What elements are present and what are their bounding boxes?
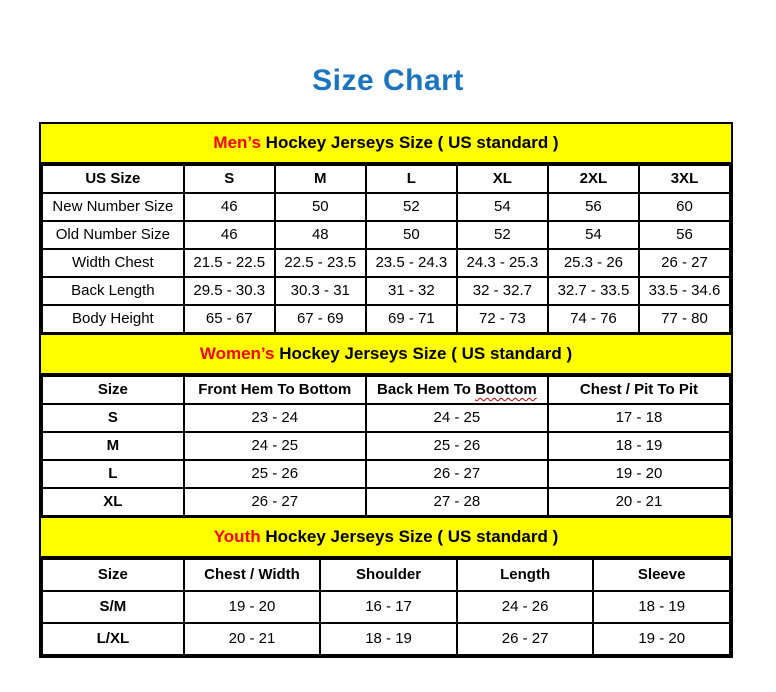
header-row <box>42 559 730 591</box>
table-row <box>42 460 730 488</box>
size-value-cell: 23.5 - 24.3 <box>366 249 457 277</box>
size-value-cell: 54 <box>548 221 639 249</box>
size-value-cell: 20 - 21 <box>184 623 321 655</box>
column-header: Back Hem To Boottom <box>366 376 548 404</box>
table-row <box>42 591 730 623</box>
womens-section-banner <box>41 334 731 375</box>
mens-section-banner <box>41 124 731 164</box>
size-value-cell: 32 - 32.7 <box>457 277 548 305</box>
misspelled-word: Boottom <box>475 381 537 398</box>
table-row <box>42 221 730 249</box>
womens-size-table <box>41 375 731 517</box>
column-header: Size <box>42 559 184 591</box>
size-value-cell: 24 - 25 <box>366 404 548 432</box>
size-value-cell: 21.5 - 22.5 <box>184 249 275 277</box>
header-row <box>42 376 730 404</box>
column-header: Sleeve <box>593 559 730 591</box>
youth-banner-text: Hockey Jerseys Size ( US standard ) <box>260 527 559 546</box>
column-header: XL <box>457 165 548 193</box>
size-value-cell: 52 <box>457 221 548 249</box>
size-value-cell: 31 - 32 <box>366 277 457 305</box>
column-header: 2XL <box>548 165 639 193</box>
size-value-cell: 20 - 21 <box>548 488 730 516</box>
table-row <box>42 623 730 655</box>
size-value-cell: 72 - 73 <box>457 305 548 333</box>
size-value-cell: 67 - 69 <box>275 305 366 333</box>
size-value-cell: 32.7 - 33.5 <box>548 277 639 305</box>
row-label: S <box>42 404 184 432</box>
size-value-cell: 30.3 - 31 <box>275 277 366 305</box>
size-value-cell: 60 <box>639 193 730 221</box>
table-row <box>42 432 730 460</box>
header-row <box>42 165 730 193</box>
mens-size-table <box>41 164 731 334</box>
row-label: Old Number Size <box>42 221 184 249</box>
size-value-cell: 18 - 19 <box>548 432 730 460</box>
size-value-cell: 19 - 20 <box>548 460 730 488</box>
row-label: Body Height <box>42 305 184 333</box>
size-value-cell: 50 <box>366 221 457 249</box>
size-value-cell: 24.3 - 25.3 <box>457 249 548 277</box>
size-value-cell: 77 - 80 <box>639 305 730 333</box>
mens-size-section <box>41 124 731 334</box>
size-value-cell: 23 - 24 <box>184 404 366 432</box>
table-row <box>42 277 730 305</box>
size-value-cell: 27 - 28 <box>366 488 548 516</box>
size-value-cell: 22.5 - 23.5 <box>275 249 366 277</box>
size-value-cell: 19 - 20 <box>184 591 321 623</box>
size-value-cell: 52 <box>366 193 457 221</box>
size-value-cell: 19 - 20 <box>593 623 730 655</box>
size-value-cell: 46 <box>184 221 275 249</box>
size-value-cell: 29.5 - 30.3 <box>184 277 275 305</box>
row-label: S/M <box>42 591 184 623</box>
column-header: Chest / Pit To Pit <box>548 376 730 404</box>
size-value-cell: 18 - 19 <box>320 623 457 655</box>
column-header: 3XL <box>639 165 730 193</box>
size-value-cell: 69 - 71 <box>366 305 457 333</box>
column-header: US Size <box>42 165 184 193</box>
size-value-cell: 25 - 26 <box>184 460 366 488</box>
size-value-cell: 26 - 27 <box>184 488 366 516</box>
size-value-cell: 16 - 17 <box>320 591 457 623</box>
column-header: S <box>184 165 275 193</box>
size-value-cell: 56 <box>548 193 639 221</box>
size-value-cell: 25.3 - 26 <box>548 249 639 277</box>
size-value-cell: 25 - 26 <box>366 432 548 460</box>
size-value-cell: 50 <box>275 193 366 221</box>
size-value-cell: 46 <box>184 193 275 221</box>
size-value-cell: 24 - 25 <box>184 432 366 460</box>
row-label: New Number Size <box>42 193 184 221</box>
size-value-cell: 65 - 67 <box>184 305 275 333</box>
row-label: L/XL <box>42 623 184 655</box>
youth-size-table <box>41 558 731 656</box>
size-value-cell: 26 - 27 <box>366 460 548 488</box>
size-value-cell: 48 <box>275 221 366 249</box>
column-header: L <box>366 165 457 193</box>
row-label: Back Length <box>42 277 184 305</box>
womens-banner-text: Hockey Jerseys Size ( US standard ) <box>274 344 573 363</box>
row-label: XL <box>42 488 184 516</box>
column-header: Chest / Width <box>184 559 321 591</box>
size-value-cell: 18 - 19 <box>593 591 730 623</box>
row-label: Width Chest <box>42 249 184 277</box>
size-value-cell: 54 <box>457 193 548 221</box>
column-header: Length <box>457 559 594 591</box>
youth-section-banner <box>41 517 731 558</box>
table-row <box>42 193 730 221</box>
mens-banner-text: Hockey Jerseys Size ( US standard ) <box>260 133 559 152</box>
size-value-cell: 26 - 27 <box>457 623 594 655</box>
size-value-cell: 74 - 76 <box>548 305 639 333</box>
youth-size-section <box>41 517 731 656</box>
size-value-cell: 56 <box>639 221 730 249</box>
column-header: Front Hem To Bottom <box>184 376 366 404</box>
table-row <box>42 305 730 333</box>
youth-banner-highlight: Youth <box>213 527 261 546</box>
table-row <box>42 404 730 432</box>
size-value-cell: 17 - 18 <box>548 404 730 432</box>
size-value-cell: 26 - 27 <box>639 249 730 277</box>
womens-size-section <box>41 334 731 517</box>
row-label: L <box>42 460 184 488</box>
womens-banner-highlight: Women’s <box>199 344 275 363</box>
row-label: M <box>42 432 184 460</box>
size-chart <box>39 122 733 658</box>
size-value-cell: 33.5 - 34.6 <box>639 277 730 305</box>
table-row <box>42 249 730 277</box>
column-header: Shoulder <box>320 559 457 591</box>
table-row <box>42 488 730 516</box>
mens-banner-highlight: Men’s <box>213 133 261 152</box>
page-title: Size Chart <box>312 64 464 97</box>
column-header: Size <box>42 376 184 404</box>
size-value-cell: 24 - 26 <box>457 591 594 623</box>
column-header: M <box>275 165 366 193</box>
